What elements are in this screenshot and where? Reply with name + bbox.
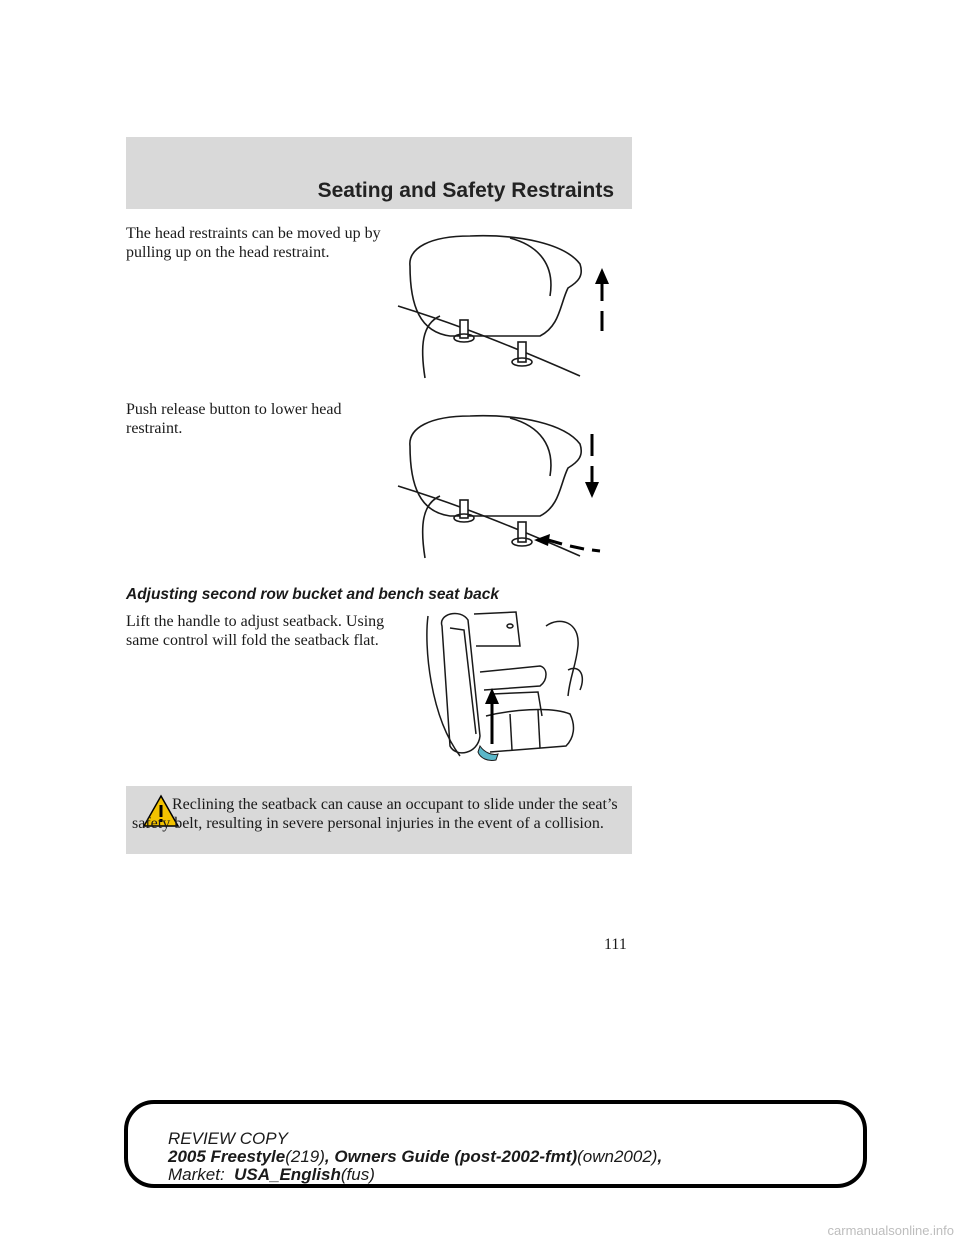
footer-review-copy: REVIEW COPY xyxy=(168,1129,288,1148)
down-arrow-icon xyxy=(585,434,599,498)
review-copy-footer xyxy=(124,1100,867,1188)
footer-model: 2005 Freestyle xyxy=(168,1147,286,1166)
head-restraint-raise-illustration xyxy=(390,226,630,384)
watermark-text: carmanualsonline.info xyxy=(827,1223,954,1238)
footer-market-code: (fus) xyxy=(340,1165,375,1184)
footer-market-line xyxy=(168,1166,375,1184)
footer-guide: Owners Guide (post-2002-fmt) xyxy=(334,1147,578,1166)
warning-text: Reclining the seatback can cause an occupant to slide under the seat’s safety belt, resulting in severe personal injuries in the event of a collision. xyxy=(132,796,618,832)
release-button-arrow-icon xyxy=(534,534,600,551)
warning-box xyxy=(126,786,632,854)
seatback-handle xyxy=(478,746,498,761)
footer-separator: , xyxy=(324,1147,335,1166)
page-number: 111 xyxy=(604,936,627,953)
section-title: Seating and Safety Restraints xyxy=(317,179,614,202)
footer-guide-code: (own2002) xyxy=(577,1147,658,1166)
footer-end: , xyxy=(657,1147,663,1166)
footer-market: USA_English xyxy=(234,1165,341,1184)
footer-model-line xyxy=(168,1148,662,1166)
footer-market-label: Market: xyxy=(168,1165,235,1184)
paragraph-lower-head-restraint: Push release button to lower head restraint. xyxy=(126,401,342,437)
section-header-band xyxy=(126,137,632,209)
up-arrow-icon xyxy=(595,268,609,331)
footer-model-code: (219) xyxy=(285,1147,325,1166)
head-restraint-lower-illustration xyxy=(390,406,630,564)
paragraph-adjust-seatback: Lift the handle to adjust seatback. Using same control will fold the seatback flat. xyxy=(126,613,385,649)
subheading-second-row-seat: Adjusting second row bucket and bench seat back xyxy=(126,586,499,603)
seatback-handle-illustration xyxy=(420,606,590,766)
paragraph-raise-head-restraint: The head restraints can be moved up by pulling up on the head restraint. xyxy=(126,225,381,261)
